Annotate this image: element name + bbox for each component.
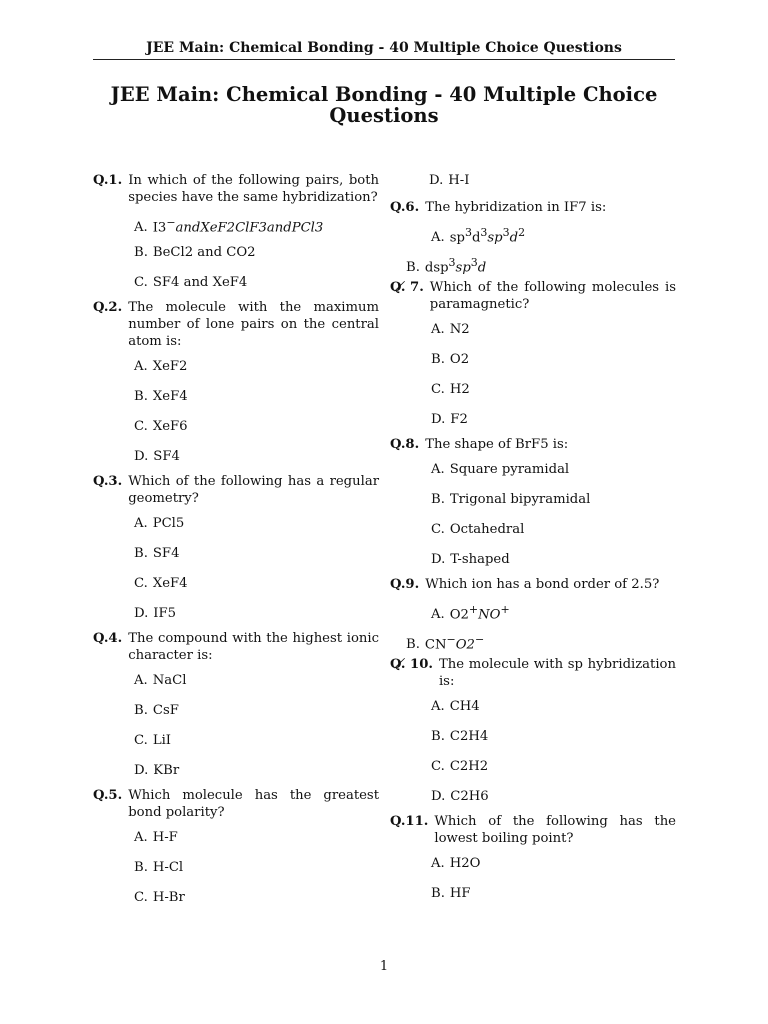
option-b: B. Trigonal bipyramidal xyxy=(431,492,591,507)
question-text: Which molecule has the greatest bond polarity? xyxy=(128,788,379,820)
option-a: A. O2+NO+ xyxy=(431,603,510,623)
option-a: A. Square pyramidal xyxy=(431,462,570,477)
option-b: B. O2 xyxy=(431,352,470,367)
option-b: B. HF xyxy=(431,886,471,901)
page-number: 1 xyxy=(379,959,389,974)
question-11 xyxy=(390,813,676,902)
question-number: Q.̸ 10. xyxy=(390,657,433,672)
option-b: B. CsF xyxy=(134,703,179,718)
option-c: C. Octahedral xyxy=(431,522,525,537)
question-9 xyxy=(390,576,676,653)
question-text: The hybridization in IF7 is: xyxy=(425,200,607,215)
option-d: D. KBr xyxy=(134,763,180,778)
question-3 xyxy=(93,473,379,622)
question-text: The molecule with the maximum number of lone pairs on the central atom is: xyxy=(128,300,379,349)
question-number: Q.6. xyxy=(390,200,420,215)
option-c: C. SF4 and XeF4 xyxy=(134,275,248,290)
option-d: D. C2H6 xyxy=(431,789,489,804)
right-column xyxy=(390,172,676,910)
question-number: Q.4. xyxy=(93,631,123,646)
option-d: D. T-shaped xyxy=(431,552,510,567)
option-a: A. H2O xyxy=(431,856,481,871)
option-b: B. SF4 xyxy=(134,546,180,561)
question-text: Which of the following has the lowest boiling point? xyxy=(434,814,676,846)
option-c: C. XeF4 xyxy=(134,576,188,591)
option-a: A. NaCl xyxy=(134,673,187,688)
question-number: Q.2. xyxy=(93,300,123,315)
option-c: C. XeF6 xyxy=(134,419,188,434)
option-b: B. $dsp^3sp^3d$ xyxy=(406,256,487,276)
question-7 xyxy=(390,279,676,428)
option-d: D. H-I xyxy=(429,173,470,188)
question-number: Q.̸ 7. xyxy=(390,280,424,295)
question-text: Which ion has a bond order of 2.5? xyxy=(425,577,660,592)
question-text: Which of the following has a regular geometry? xyxy=(128,474,379,506)
page-title: JEE Main: Chemical Bonding - 40 Multiple Choice Questions xyxy=(110,83,658,127)
option-c: C. H2 xyxy=(431,382,470,397)
option-b: B. C2H4 xyxy=(431,729,489,744)
question-10 xyxy=(390,656,676,805)
option-a: A. H-F xyxy=(134,830,178,845)
option-d: D. IF5 xyxy=(134,606,177,621)
question-4 xyxy=(93,630,379,779)
option-a: A. XeF2 xyxy=(134,359,188,374)
question-text: The molecule with sp hybridization is: xyxy=(438,657,676,689)
question-number: Q.5. xyxy=(93,788,123,803)
option-d: D. F2 xyxy=(431,412,468,427)
option-b: B. XeF4 xyxy=(134,389,188,404)
question-text: Which of the following molecules is paramagnetic? xyxy=(429,280,676,312)
option-c: C. H-Br xyxy=(134,890,185,905)
question-1 xyxy=(93,172,379,291)
option-a: A. $sp^3d^3sp^3d^2$ xyxy=(431,226,526,246)
option-b: B. BeCl2 and CO2 xyxy=(134,245,256,260)
question-text: In which of the following pairs, both species have the same hybridization? xyxy=(128,173,379,205)
running-head: JEE Main: Chemical Bonding - 40 Multiple Choice Questions xyxy=(146,40,622,56)
option-b: B. H-Cl xyxy=(134,860,184,875)
option-a: A. CH4 xyxy=(431,699,480,714)
question-6 xyxy=(390,199,676,276)
question-number: Q.9. xyxy=(390,577,420,592)
option-c: C. C2H2 xyxy=(431,759,489,774)
option-c: C. LiI xyxy=(134,733,171,748)
question-number: Q.8. xyxy=(390,437,420,452)
question-5 xyxy=(93,787,379,906)
option-d: D. SF4 xyxy=(134,449,180,464)
option-b: B. CN−O2− xyxy=(406,633,485,653)
question-8 xyxy=(390,436,676,568)
question-number: Q.11. xyxy=(390,814,429,829)
option-a: A. I3−andXeF2ClF3andPCl3 xyxy=(134,216,324,236)
question-text: The shape of BrF5 is: xyxy=(425,437,569,452)
header-rule xyxy=(93,59,675,60)
question-number: Q.3. xyxy=(93,474,123,489)
option-a: A. PCl5 xyxy=(134,516,185,531)
question-number: Q.1. xyxy=(93,173,123,188)
question-text: The compound with the highest ionic character is: xyxy=(128,631,379,663)
left-column xyxy=(93,172,379,914)
option-a: A. N2 xyxy=(431,322,470,337)
question-2 xyxy=(93,299,379,465)
